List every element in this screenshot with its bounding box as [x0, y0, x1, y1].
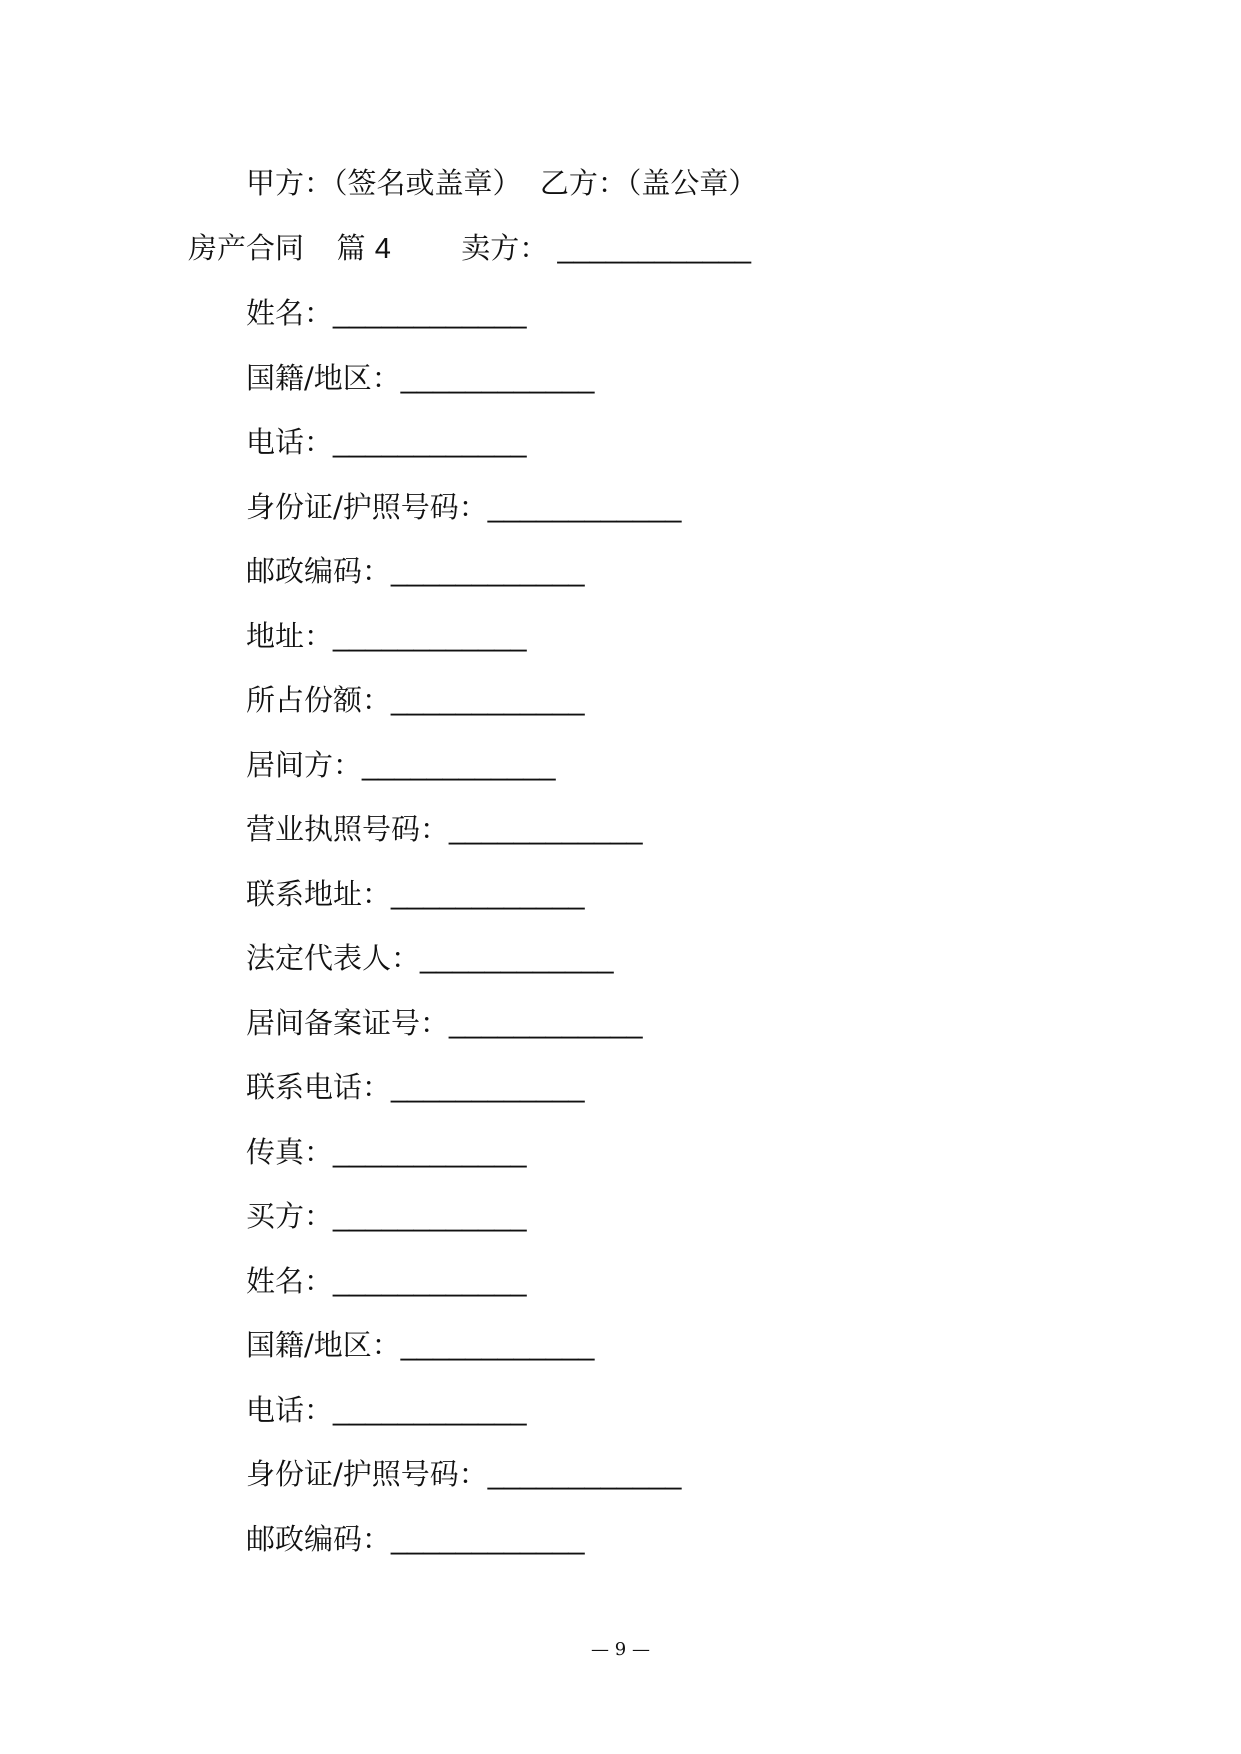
field-label: 姓名： [246, 296, 334, 330]
field-label: 所占份额： [246, 683, 392, 717]
seller-blank[interactable]: ____________ [557, 233, 752, 265]
field-blank[interactable]: ____________ [362, 750, 556, 782]
field-row [246, 1261, 527, 1302]
field-blank[interactable]: ____________ [391, 879, 585, 911]
field-blank[interactable]: ____________ [333, 621, 527, 653]
field-label: 地址： [246, 619, 334, 653]
field-blank[interactable]: ____________ [391, 1072, 585, 1104]
field-label: 国籍/地区： [246, 1328, 401, 1362]
field-label: 身份证/护照号码： [246, 1457, 488, 1491]
field-label: 买方： [246, 1199, 334, 1233]
field-row [246, 1390, 527, 1431]
field-blank[interactable]: ____________ [420, 943, 614, 975]
field-label: 邮政编码： [246, 554, 392, 588]
field-row [246, 1003, 643, 1044]
field-row [246, 487, 681, 528]
field-blank[interactable]: ____________ [400, 363, 595, 395]
seller-label: 卖方： [461, 231, 549, 265]
field-blank[interactable]: ____________ [487, 1459, 682, 1491]
field-label: 国籍/地区： [246, 361, 401, 395]
field-label: 传真： [246, 1135, 334, 1169]
field-row [246, 874, 585, 915]
field-label: 联系电话： [246, 1070, 392, 1104]
field-blank[interactable]: ____________ [391, 1524, 585, 1556]
field-label: 电话： [246, 425, 334, 459]
field-row [246, 1196, 527, 1237]
field-label: 居间备案证号： [246, 1006, 450, 1040]
field-label: 姓名： [246, 1264, 334, 1298]
field-row [246, 680, 585, 721]
page-number: — 9 — [591, 1639, 650, 1660]
field-label: 居间方： [246, 748, 363, 782]
field-blank[interactable]: ____________ [333, 1395, 527, 1427]
field-row [246, 1454, 681, 1495]
field-blank[interactable]: ____________ [333, 298, 527, 330]
field-row [246, 293, 527, 334]
signature-text: 甲方：（签名或盖章） 乙方：（盖公章） [246, 166, 758, 200]
field-row [246, 1519, 585, 1560]
field-row [246, 1325, 594, 1366]
section-number: 4 [374, 233, 391, 265]
section-label: 篇 [336, 231, 366, 265]
field-blank[interactable]: ____________ [449, 1008, 643, 1040]
field-row [246, 551, 585, 592]
field-row [246, 745, 556, 786]
field-blank[interactable]: ____________ [333, 1137, 527, 1169]
field-blank[interactable]: ____________ [333, 427, 527, 459]
field-label: 联系地址： [246, 877, 392, 911]
field-blank[interactable]: ____________ [333, 1201, 527, 1233]
field-blank[interactable]: ____________ [487, 492, 682, 524]
field-label: 邮政编码： [246, 1522, 392, 1556]
contract-title: 房产合同 [188, 231, 305, 265]
field-row [246, 358, 594, 399]
field-row [246, 1132, 527, 1173]
field-row [246, 422, 527, 463]
field-row [246, 809, 643, 850]
field-blank[interactable]: ____________ [449, 814, 643, 846]
field-label: 法定代表人： [246, 941, 421, 975]
field-row [246, 616, 527, 657]
field-row [246, 1067, 585, 1108]
field-blank[interactable]: ____________ [391, 556, 585, 588]
contract-heading [188, 228, 751, 269]
field-row [246, 938, 614, 979]
field-label: 营业执照号码： [246, 812, 450, 846]
field-label: 身份证/护照号码： [246, 490, 488, 524]
field-label: 电话： [246, 1393, 334, 1427]
field-blank[interactable]: ____________ [400, 1330, 595, 1362]
field-blank[interactable]: ____________ [333, 1266, 527, 1298]
signature-line [246, 163, 757, 203]
field-blank[interactable]: ____________ [391, 685, 585, 717]
